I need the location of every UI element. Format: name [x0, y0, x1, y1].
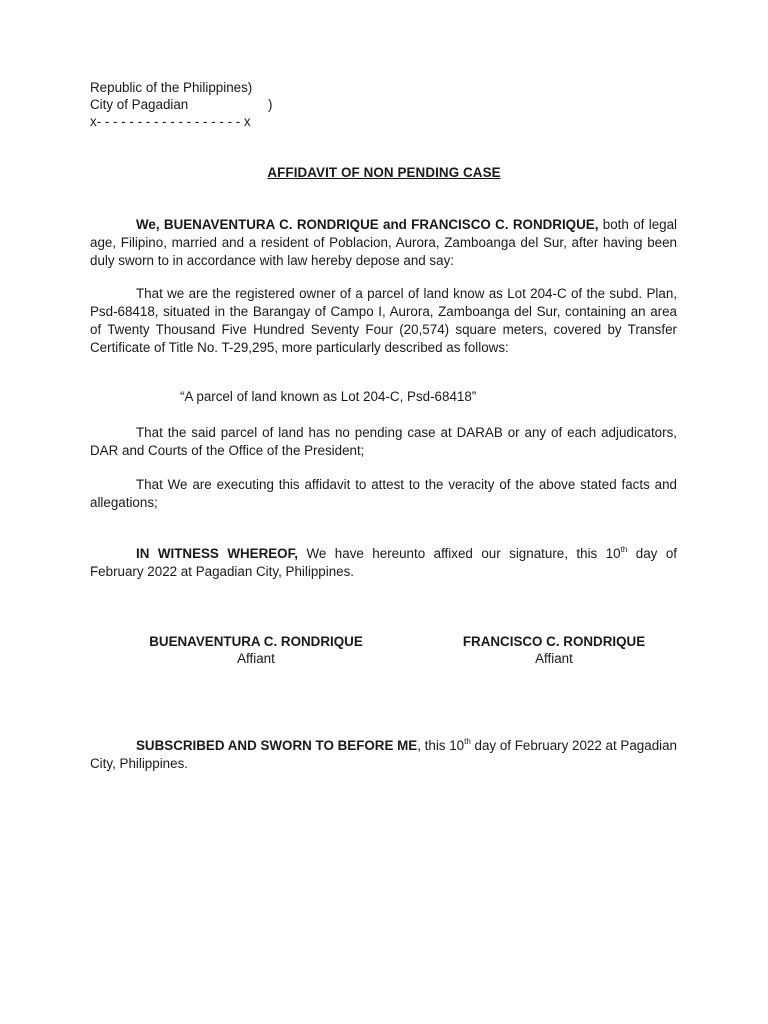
jurat-text-b: day of February 2022 at Pagadian City, Philippines. — [90, 738, 678, 771]
witness-lead: IN WITNESS WHEREOF, — [136, 546, 299, 561]
venue-country: Republic of the Philippines) — [90, 80, 253, 95]
affiants-names: We, BUENAVENTURA C. RONDRIQUE and FRANCISCO C. RONDRIQUE, — [136, 217, 599, 232]
witness-text-b: day of February 2022 at Pagadian City, Philippines. — [90, 546, 677, 579]
signatory-name: FRANCISCO C. RONDRIQUE — [462, 634, 646, 649]
witness-ordinal: th — [620, 544, 628, 554]
venue-caption — [90, 79, 273, 130]
signature-block-francisco — [424, 633, 684, 667]
witness-text-a: We have hereunto affixed our signature, this 10 — [298, 546, 621, 561]
intro-text: both of legal age, Filipino, married and a resident of Poblacion, Aurora, Zamboanga del Sur, after having been duly sworn to in accordance with law hereby depose and say: — [90, 217, 678, 268]
jurat-text-a: , this 10 — [417, 738, 465, 753]
jurat-paragraph — [90, 737, 677, 773]
signatory-title: Affiant — [237, 651, 275, 666]
witness-paragraph — [90, 545, 677, 581]
venue-city — [90, 96, 273, 113]
purpose-paragraph: That We are executing this affidavit to attest to the veracity of the above stated facts and allegations; — [90, 477, 677, 510]
signatory-title: Affiant — [535, 651, 573, 666]
signatory-name: BUENAVENTURA C. RONDRIQUE — [149, 634, 363, 649]
venue-city-name: City of Pagadian — [90, 97, 189, 112]
ownership-paragraph: That we are the registered owner of a parcel of land know as Lot 204-C of the subd. Plan, Psd-68418, situated in the Barangay of Campo I, Aurora, Zamboanga del Sur, containing an area of Twenty Thousand Five Hundred Seventy Four (20,574) square meters, covered by Transfer Certificate of Title No. T-29,295, more particularly described as follows: — [90, 286, 677, 355]
venue-separator: x- - - - - - - - - - - - - - - - - - x — [90, 114, 251, 129]
signature-block-buenaventura — [126, 633, 386, 667]
land-description-quote: “A parcel of land known as Lot 204-C, Psd-68418” — [180, 389, 477, 404]
no-pending-case-paragraph: That the said parcel of land has no pending case at DARAB or any of each adjudicators, DAR and Courts of the Office of the President; — [90, 425, 677, 458]
jurat-ordinal: th — [464, 736, 471, 746]
jurat-lead: SUBSCRIBED AND SWORN TO BEFORE ME — [136, 738, 418, 753]
venue-city-paren: ) — [268, 97, 273, 112]
document-title: AFFIDAVIT OF NON PENDING CASE — [267, 165, 501, 180]
intro-paragraph — [90, 216, 677, 270]
